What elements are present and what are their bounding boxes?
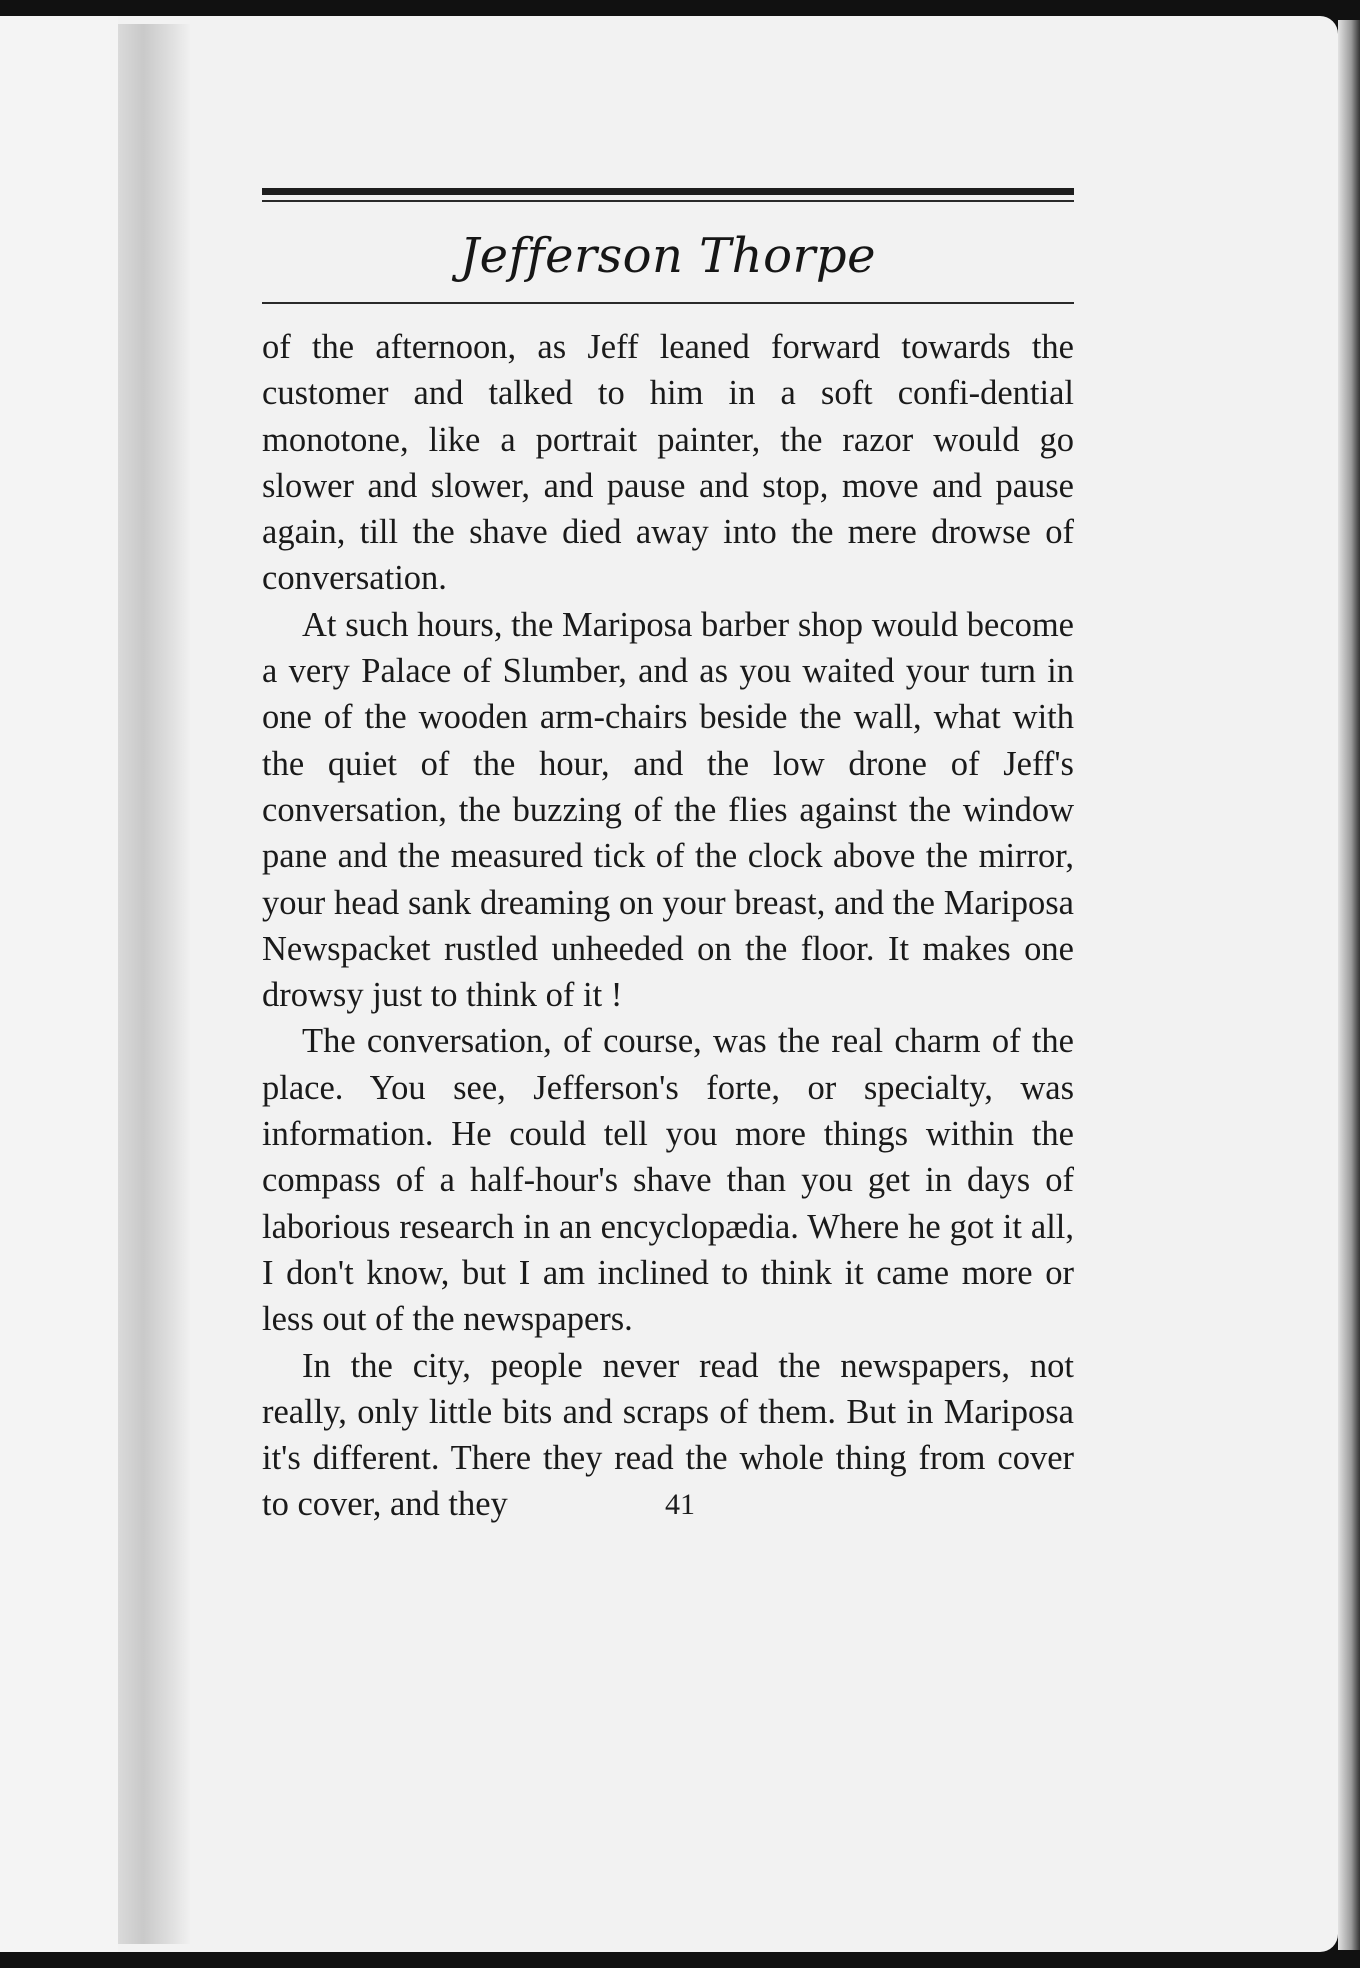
page-edge-shadow [1338,20,1360,1950]
running-head: Jefferson Thorpe [459,228,877,284]
paragraph: In the city, people never read the newspapers, not really, only little bits and scraps of them. But in Mariposa it's different. There they read the whole thing from cover to cover, and they [262,1346,1074,1524]
binding-gutter [118,24,190,1944]
header-rule-bottom [262,302,1074,304]
paragraph: The conversation, of course, was the real charm of the place. You see, Jefferson's forte, or specialty, was information. He could tell you more things within the compass of a half-hour's shave than you get in days of laborious research in an encyclopædia. Where he got it all, I don't know, but I am inclined to think it came more or less out of the newspapers. [262,1022,1074,1339]
body-text [262,324,1074,1528]
paragraph: At such hours, the Mariposa barber shop would become a very Palace of Slumber, and as you waited your turn in one of the wooden arm-chairs beside the wall, what with the quiet of the hour, and the low drone of Jeff's conversation, the buzzing of the flies against the window pane and the measured tick of the clock above the mirror, your head sank dreaming on your breast, and the Mariposa Newspacket rustled unheeded on the floor. It makes one drowsy just to think of it ! [262,605,1074,1015]
header-rule-thick [262,188,1074,195]
header-rule-thin [262,200,1074,202]
facing-page-edge [0,16,118,1952]
page-number: 41 [665,1488,695,1521]
page-content [262,180,1074,1528]
paragraph: of the afternoon, as Jeff leaned forward towards the customer and talked to him in a soft confi-dential monotone, like a portrait painter, the razor would go slower and slower, and pause and stop, move and pause again, till the shave died away into the mere drowse of conversation. [262,328,1074,598]
